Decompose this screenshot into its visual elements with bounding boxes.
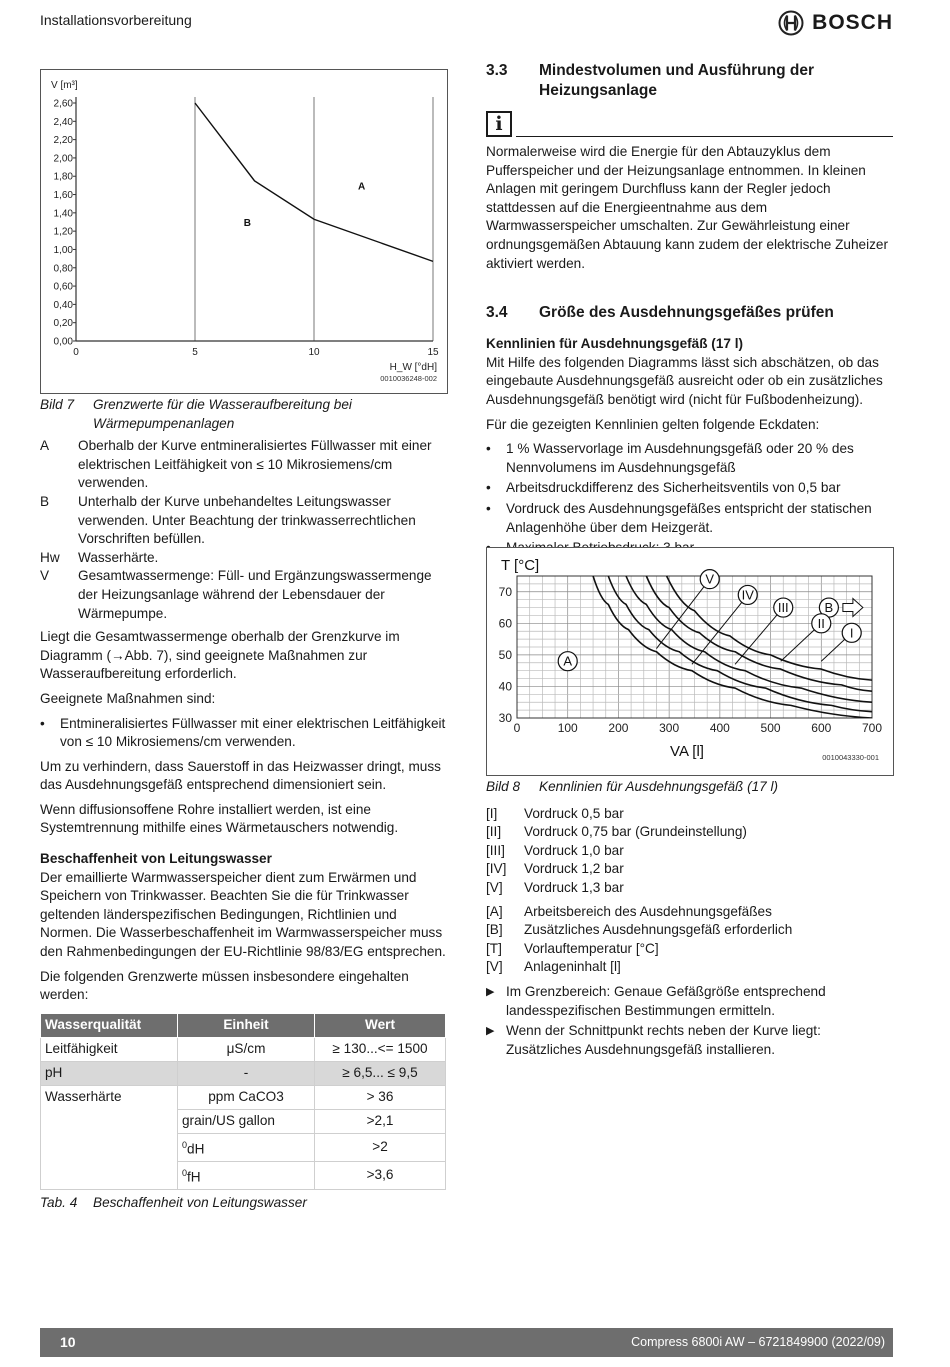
paragraph: Mit Hilfe des folgenden Diagramms lässt sich abschätzen, ob das eingebaute Ausdehnungsgefäß ausreicht oder ob ein zusätzliches Ausdehnungsgefäß benötigt wird (nicht für Fußbodenheizung). (486, 354, 883, 407)
legend-text: Anlageninhalt [l] (524, 959, 621, 975)
figure-number: Bild 8 (486, 779, 521, 794)
running-header: Installationsvorbereitung (40, 12, 192, 28)
figure-caption-text: Kennlinien für Ausdehnungsgefäß (17 l) (539, 779, 779, 794)
y-tick-label: 2,20 (53, 135, 73, 147)
y-tick-label: 0,20 (53, 318, 73, 330)
y-tick-label: 0,40 (53, 299, 73, 311)
legend-item (40, 549, 446, 568)
legend-key: [II] (486, 824, 502, 840)
table-cell: ≥ 6,5... ≤ 9,5 (315, 1061, 446, 1085)
y-tick-label: 1,00 (53, 244, 73, 256)
bullet-marker: • (486, 480, 491, 496)
x-axis-label: H_W [°dH] (389, 362, 437, 373)
legend-key: [B] (486, 922, 503, 938)
legend-text: Vordruck 0,5 bar (524, 805, 624, 821)
table-header: Wasserqualität (41, 1013, 178, 1037)
bullet-item (40, 715, 446, 752)
area-label: A (357, 181, 366, 193)
arrow-right-icon (843, 599, 863, 617)
legend-text: Gesamtwassermenge: Füll- und Ergänzungswassermenge der Heizungsanlage während der Lebensdauer der Wärmepumpe. (78, 568, 432, 621)
bullet-item (486, 500, 893, 537)
curve-label: A (563, 653, 573, 669)
x-tick-label: 600 (811, 721, 832, 735)
paragraph: Liegt die Gesamtwassermenge oberhalb der Grenzkurve im Diagramm (→Abb. 7), sind geeignete Maßnahmen zur Wasseraufbereitung erforderlich. (40, 629, 400, 682)
y-tick-label: 2,40 (53, 116, 73, 128)
legend-text: Vordruck 1,3 bar (524, 879, 624, 895)
figure-8 (486, 547, 894, 776)
water-quality-table (40, 1013, 446, 1190)
figure-caption-text: Grenzwerte für die Wasseraufbereitung bei Wärmepumpenanlagen (93, 397, 352, 431)
legend-text: Wasserhärte. (78, 549, 159, 565)
subsection-heading: Kennlinien für Ausdehnungsgefäß (17 l) (486, 336, 744, 352)
arrow-right-icon: ▶ (486, 985, 495, 998)
y-tick-label: 0,80 (53, 263, 73, 275)
area-label: B (243, 218, 251, 229)
bosch-logo-icon (778, 10, 804, 36)
legend-item (486, 842, 893, 861)
legend-key: A (40, 438, 50, 454)
y-tick-label: 30 (498, 711, 512, 725)
section-title: Mindestvolumen und Ausführung der Heizungsanlage (539, 62, 814, 99)
paragraph: Die folgenden Grenzwerte müssen insbesondere eingehalten werden: (40, 968, 409, 1003)
table-cell: >2 (315, 1133, 446, 1161)
legend-item (486, 879, 893, 898)
table-cell: ≥ 130...<= 1500 (315, 1037, 446, 1061)
table-cell: >2,1 (315, 1109, 446, 1133)
x-tick-label: 10 (308, 347, 320, 358)
paragraph: Der emaillierte Warmwasserspeicher dient zum Erwärmen und Speichern von Trinkwasser. Beachten Sie die für Trinkwasser geltenden länderspezifischen Bedingungen, Richtlinien und Normen. Die Wasserbeschaffenheit im Warmwasserspeicher muss den Rahmenbedingungen der EU-Richtlinie 98/83/EG entsprechen. (40, 869, 446, 960)
y-axis-label: T [°C] (501, 557, 540, 574)
y-tick-label: 2,60 (53, 98, 73, 110)
legend-item (486, 921, 893, 940)
curve-label: B (824, 600, 834, 616)
legend-key: [III] (486, 842, 505, 858)
figure-7-legend (40, 437, 446, 623)
legend-text: Arbeitsbereich des Ausdehnungsgefäßes (524, 903, 772, 919)
table-cell: $^0$fH (178, 1161, 315, 1189)
legend-key: [V] (486, 959, 503, 975)
brand-name: BOSCH (812, 11, 893, 34)
water-treatment-chart (41, 70, 447, 393)
table-row (41, 1037, 446, 1061)
legend-item (486, 823, 893, 842)
legend-key: [I] (486, 805, 498, 821)
legend-item (40, 493, 446, 549)
legend-key: B (40, 493, 50, 509)
y-tick-label: 0,00 (53, 336, 73, 348)
figure-8-legend-curves (486, 805, 893, 898)
action-item (486, 983, 893, 1020)
legend-item (486, 860, 893, 879)
x-tick-label: 500 (760, 721, 781, 735)
document-id: Compress 6800i AW – 6721849900 (2022/09) (631, 1335, 885, 1349)
table-header: Einheit (178, 1013, 315, 1037)
x-tick-label: 5 (192, 347, 198, 358)
figure-8-legend-areas (486, 903, 893, 977)
figure-id: 0010043330-001 (822, 753, 879, 762)
legend-key: Hw (40, 549, 60, 565)
section-heading-3-4 (486, 303, 893, 323)
legend-key: [T] (486, 940, 502, 956)
table-cell: Leitfähigkeit (41, 1037, 178, 1061)
table-cell: $^0$dH (178, 1133, 315, 1161)
table-cell: - (178, 1061, 315, 1085)
y-tick-label: 1,60 (53, 190, 73, 202)
unit-text: fH (187, 1169, 201, 1185)
legend-item (486, 805, 893, 824)
x-tick-label: 200 (608, 721, 629, 735)
page-number: 10 (60, 1334, 76, 1350)
figure-7 (40, 69, 448, 394)
action-steps (486, 983, 893, 1059)
table-cell: ppm CaCO3 (178, 1085, 315, 1109)
section-heading-3-3 (486, 61, 893, 101)
bullet-text: Entmineralisiertes Füllwasser mit einer elektrischen Leitfähigkeit von ≤ 10 Mikrosiemens/cm verwenden. (60, 715, 446, 750)
unit-text: dH (187, 1141, 205, 1157)
paragraph: Geeignete Maßnahmen sind: (40, 690, 216, 706)
y-axis-label: V [m³] (51, 80, 78, 91)
table-caption (40, 1194, 446, 1213)
legend-text: Vordruck 1,0 bar (524, 842, 624, 858)
y-tick-label: 50 (498, 647, 512, 662)
y-tick-label: 0,60 (53, 281, 73, 293)
arrow-right-icon: ▶ (486, 1025, 495, 1038)
curve-label: I (849, 625, 854, 641)
x-tick-label: 15 (427, 347, 439, 358)
action-text: Wenn der Schnittpunkt rechts neben der Kurve liegt: Zusätzliches Ausdehnungsgefäß installieren. (506, 1023, 821, 1057)
legend-item (486, 903, 893, 922)
x-tick-label: 700 (861, 721, 883, 735)
figure-8-caption (486, 778, 893, 797)
bullet-item (486, 440, 893, 477)
section-number: 3.4 (486, 304, 508, 322)
legend-text: Oberhalb der Kurve entmineralisiertes Füllwasser mit einer elektrischen Leitfähigkeit von ≤ 10 Mikrosiemens/cm verwenden. (78, 438, 432, 491)
table-row (41, 1085, 446, 1109)
brand (778, 10, 893, 36)
legend-key: [A] (486, 903, 503, 919)
legend-item (486, 958, 893, 977)
figure-number: Bild 7 (40, 397, 75, 412)
x-tick-label: 0 (513, 721, 521, 735)
bullet-text: Vordruck des Ausdehnungsgefäßes entspricht der statischen Anlagenhöhe über dem Heizgerät. (506, 500, 872, 535)
bullet-text: 1 % Wasservorlage im Ausdehnungsgefäß oder 20 % des Nennvolumens im Ausdehnungsgefäß (506, 441, 854, 475)
table-cell: >3,6 (315, 1161, 446, 1189)
section-title: Größe des Ausdehnungsgefäßes prüfen (539, 304, 834, 322)
paragraph: Wenn diffusionsoffene Rohre installiert werden, ist eine Systemtrennung mithilfe eines Wärmetauschers notwendig. (40, 801, 399, 836)
table-cell: pH (41, 1061, 178, 1085)
section-heading: Beschaffenheit von Leitungswasser (40, 851, 272, 867)
x-tick-label: 0 (73, 347, 79, 358)
bullet-marker: • (486, 441, 491, 457)
x-tick-label: 100 (557, 721, 578, 735)
bullet-item (486, 479, 893, 498)
y-tick-label: 2,00 (53, 153, 73, 165)
info-icon: i (486, 111, 512, 137)
legend-text: Vorlauftemperatur [°C] (524, 940, 659, 956)
page-footer (40, 1328, 893, 1357)
paragraph: Um zu verhindern, dass Sauerstoff in das Heizwasser dringt, muss das Ausdehnungsgefäß entsprechend dimensioniert sein. (40, 758, 441, 793)
curve-label: III (777, 600, 789, 616)
figure-7-caption (40, 396, 446, 433)
info-box-header (486, 111, 893, 137)
legend-item (40, 567, 446, 623)
y-tick-label: 1,20 (53, 226, 73, 238)
legend-text: Zusätzliches Ausdehnungsgefäß erforderlich (524, 922, 793, 938)
legend-key: [IV] (486, 861, 507, 877)
section-number: 3.3 (486, 62, 508, 79)
bullet-marker: • (40, 715, 45, 731)
action-item (486, 1022, 893, 1059)
curve-label: IV (741, 587, 754, 603)
table-row (41, 1061, 446, 1085)
legend-key: [V] (486, 879, 503, 895)
table-header-row (41, 1013, 446, 1037)
legend-text: Unterhalb der Kurve unbehandeltes Leitungswasser verwenden. Unter Beachtung der trinkwasserrechtlichen Vorschriften befüllen. (78, 493, 416, 547)
bullet-text: Arbeitsdruckdifferenz des Sicherheitsventils von 0,5 bar (506, 480, 841, 496)
table-number: Tab. 4 (40, 1195, 78, 1211)
y-tick-label: 1,40 (53, 208, 73, 220)
legend-text: Vordruck 0,75 bar (Grundeinstellung) (524, 824, 747, 840)
table-cell: grain/US gallon (178, 1109, 315, 1133)
curve-label: II (817, 615, 825, 631)
legend-key: V (40, 568, 50, 584)
x-axis-label: VA [l] (670, 743, 704, 760)
y-tick-label: 40 (498, 679, 512, 694)
table-cell: Wasserhärte (41, 1085, 178, 1189)
leader-line (735, 608, 783, 665)
x-tick-label: 400 (709, 721, 730, 735)
info-text: Normalerweise wird die Energie für den Abtauzyklus dem Pufferspeicher und der Heizungsanlage entnommen. In kleinen Anlagen mit geringem Durchfluss kann der Regler jedoch stattdessen auf die Energieentnahme aus dem Warmwasserspeicher umschalten. Zur Gewährleistung einer ordnungsgemäßen Abtauung kann zudem der elektrische Zuheizer aktiviert werden. (486, 144, 889, 271)
legend-item (40, 437, 446, 493)
table-cell: > 36 (315, 1085, 446, 1109)
y-tick-label: 70 (498, 584, 512, 599)
paragraph: Für die gezeigten Kennlinien gelten folgende Eckdaten: (486, 416, 820, 432)
bullet-marker: • (486, 500, 491, 516)
curve-label: V (705, 571, 715, 587)
info-rule (516, 136, 893, 137)
legend-text: Vordruck 1,2 bar (524, 861, 624, 877)
y-tick-label: 60 (498, 616, 512, 631)
x-tick-label: 300 (659, 721, 680, 735)
leader-line (656, 579, 709, 648)
table-cell: μS/cm (178, 1037, 315, 1061)
y-tick-label: 1,80 (53, 171, 73, 183)
expansion-vessel-chart (487, 548, 893, 775)
action-text: Im Grenzbereich: Genaue Gefäßgröße entsprechend landesspezifischen Bestimmungen ermitteln. (506, 983, 826, 1018)
table-caption-text: Beschaffenheit von Leitungswasser (93, 1195, 307, 1211)
legend-item (486, 940, 893, 959)
figure-id: 0010036248-002 (380, 374, 437, 383)
table-header: Wert (315, 1013, 446, 1037)
